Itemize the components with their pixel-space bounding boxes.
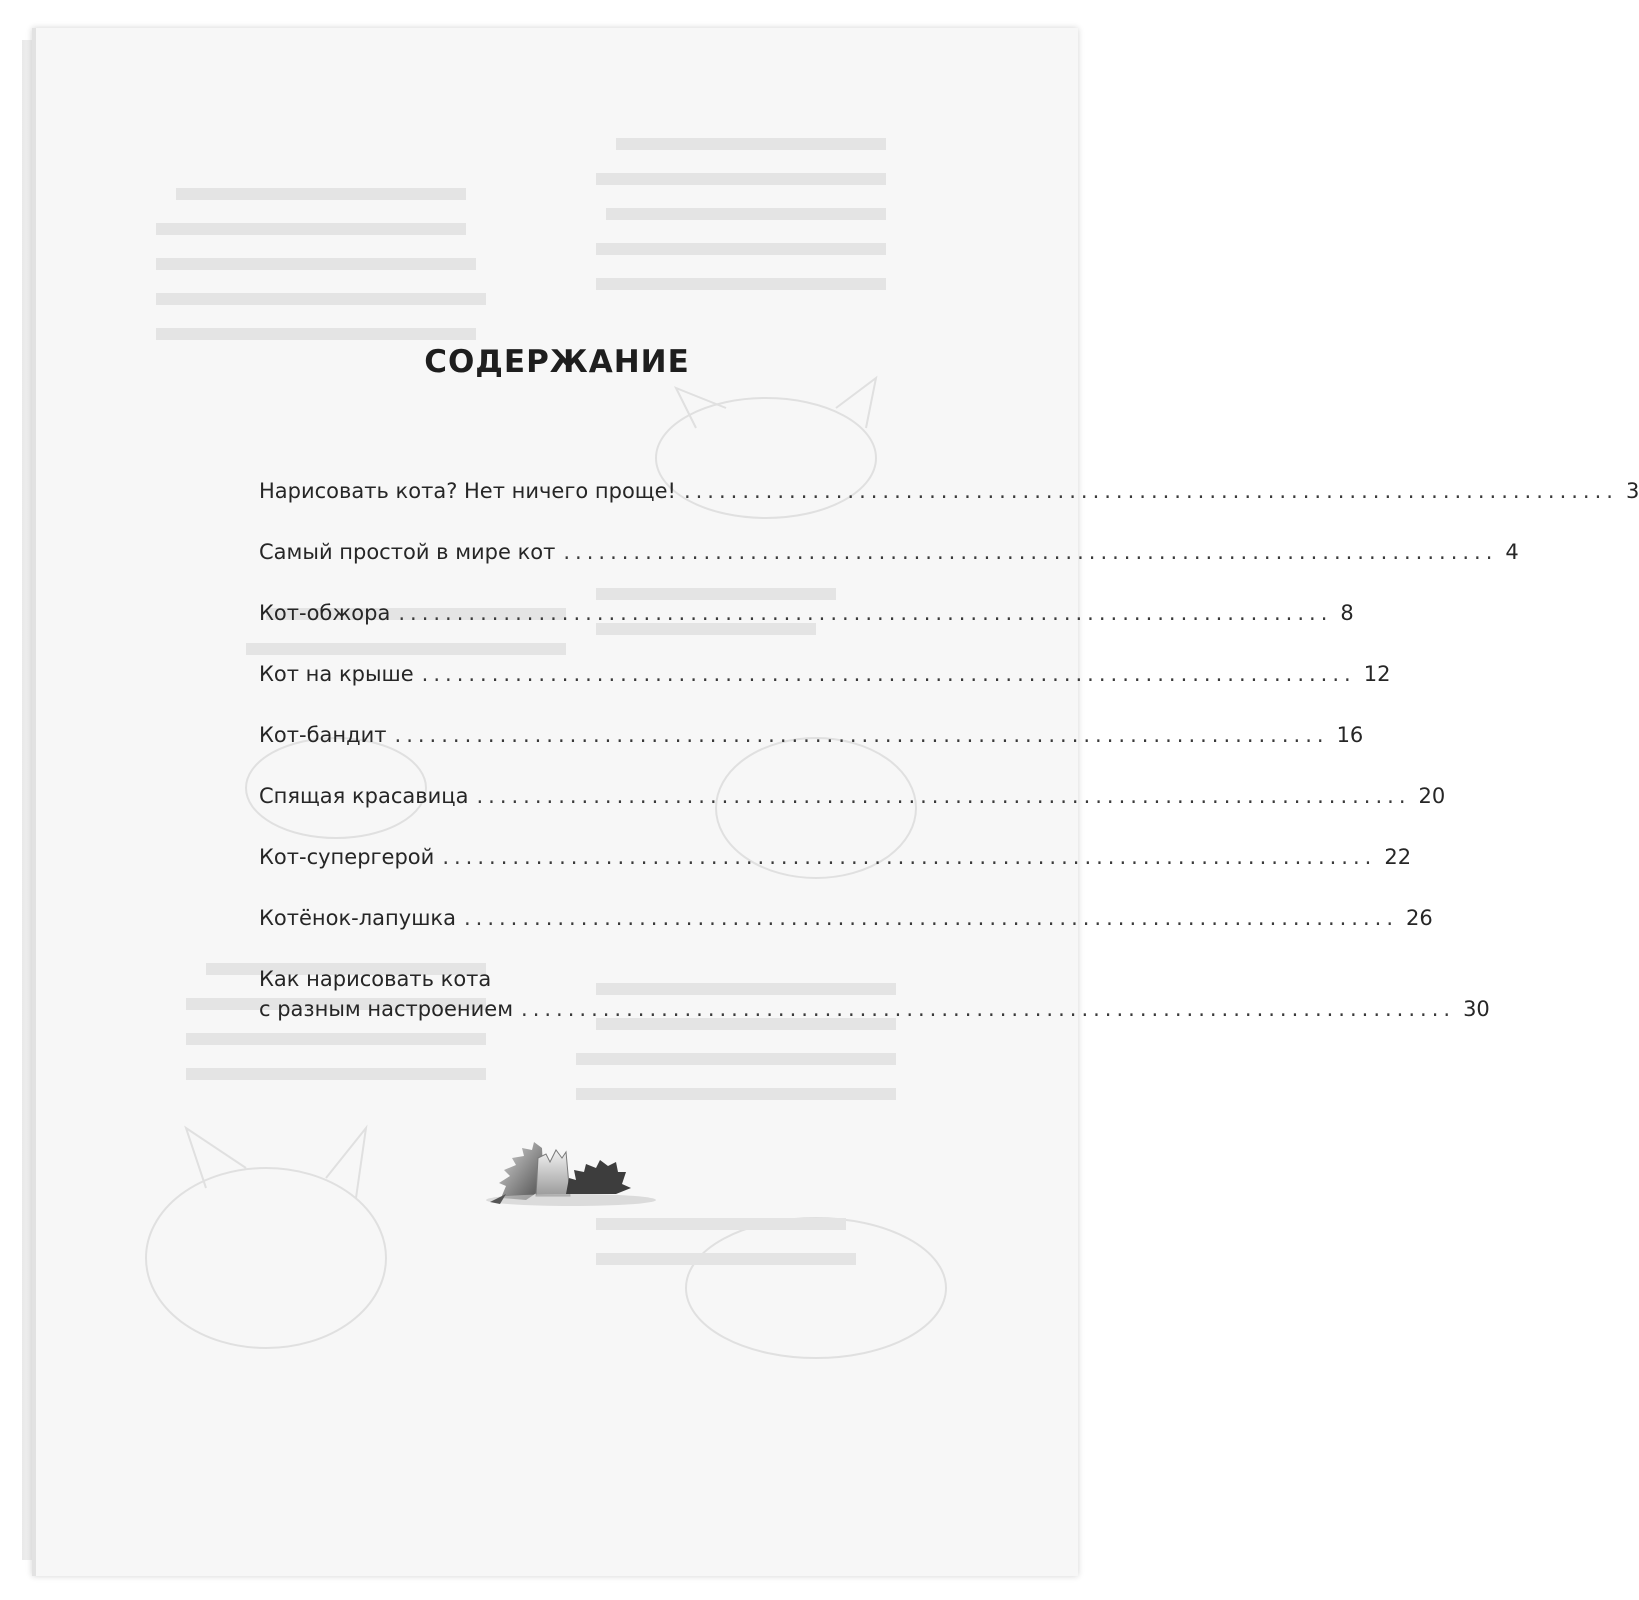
toc-entry[interactable] xyxy=(259,537,1519,567)
toc-leader-dots: ................................................................................ xyxy=(394,723,1329,747)
toc-entry-title-line2: с разным настроением xyxy=(259,997,514,1021)
toc-entry-title: Кот-обжора xyxy=(259,601,391,625)
toc-entry[interactable] xyxy=(259,720,1364,750)
table-of-contents xyxy=(259,476,1639,1024)
toc-entry-title: Кот-бандит xyxy=(259,723,387,747)
toc-leader-dots: ................................................................................ xyxy=(683,479,1618,503)
toc-entry-title: Кот на крыше xyxy=(259,662,414,686)
toc-page-number: 8 xyxy=(1340,601,1354,625)
toc-page-number: 22 xyxy=(1384,845,1412,869)
toc-page-number: 12 xyxy=(1363,662,1391,686)
toc-page-number: 20 xyxy=(1418,784,1446,808)
toc-entry[interactable] xyxy=(259,476,1639,506)
toc-entry-title: Котёнок-лапушка xyxy=(259,906,456,930)
toc-entry-title xyxy=(259,964,513,1024)
toc-page-number: 3 xyxy=(1625,479,1639,503)
toc-leader-dots: ................................................................................ xyxy=(442,845,1377,869)
toc-page-number: 26 xyxy=(1406,906,1433,930)
toc-entry[interactable] xyxy=(259,964,1490,1024)
toc-entry[interactable] xyxy=(259,598,1354,628)
toc-entry[interactable] xyxy=(259,781,1446,811)
book-page xyxy=(32,28,1639,1576)
toc-leader-dots: ................................................................................ xyxy=(463,906,1398,930)
toc-leader-dots: ................................................................................ xyxy=(421,662,1356,686)
toc-page-number: 4 xyxy=(1505,540,1519,564)
toc-entry-title-line1: Как нарисовать кота xyxy=(259,967,492,991)
toc-entry-title: Нарисовать кота? Нет ничего проще! xyxy=(259,479,676,503)
pencil-shavings-icon xyxy=(466,1128,666,1218)
toc-entry-title: Спящая красавица xyxy=(259,784,469,808)
toc-leader-dots: ................................................................................ xyxy=(521,997,1456,1021)
toc-entry-title: Самый простой в мире кот xyxy=(259,540,556,564)
toc-title: СОДЕРЖАНИЕ xyxy=(424,344,690,380)
toc-page-number: 16 xyxy=(1336,723,1364,747)
toc-entry[interactable] xyxy=(259,903,1433,933)
toc-entry[interactable] xyxy=(259,842,1412,872)
toc-entry-title: Кот-супергерой xyxy=(259,845,435,869)
toc-leader-dots: ................................................................................ xyxy=(476,784,1411,808)
toc-leader-dots: ................................................................................ xyxy=(398,601,1333,625)
toc-leader-dots: ................................................................................ xyxy=(563,540,1498,564)
toc-page-number: 30 xyxy=(1463,997,1490,1021)
toc-entry[interactable] xyxy=(259,659,1391,689)
